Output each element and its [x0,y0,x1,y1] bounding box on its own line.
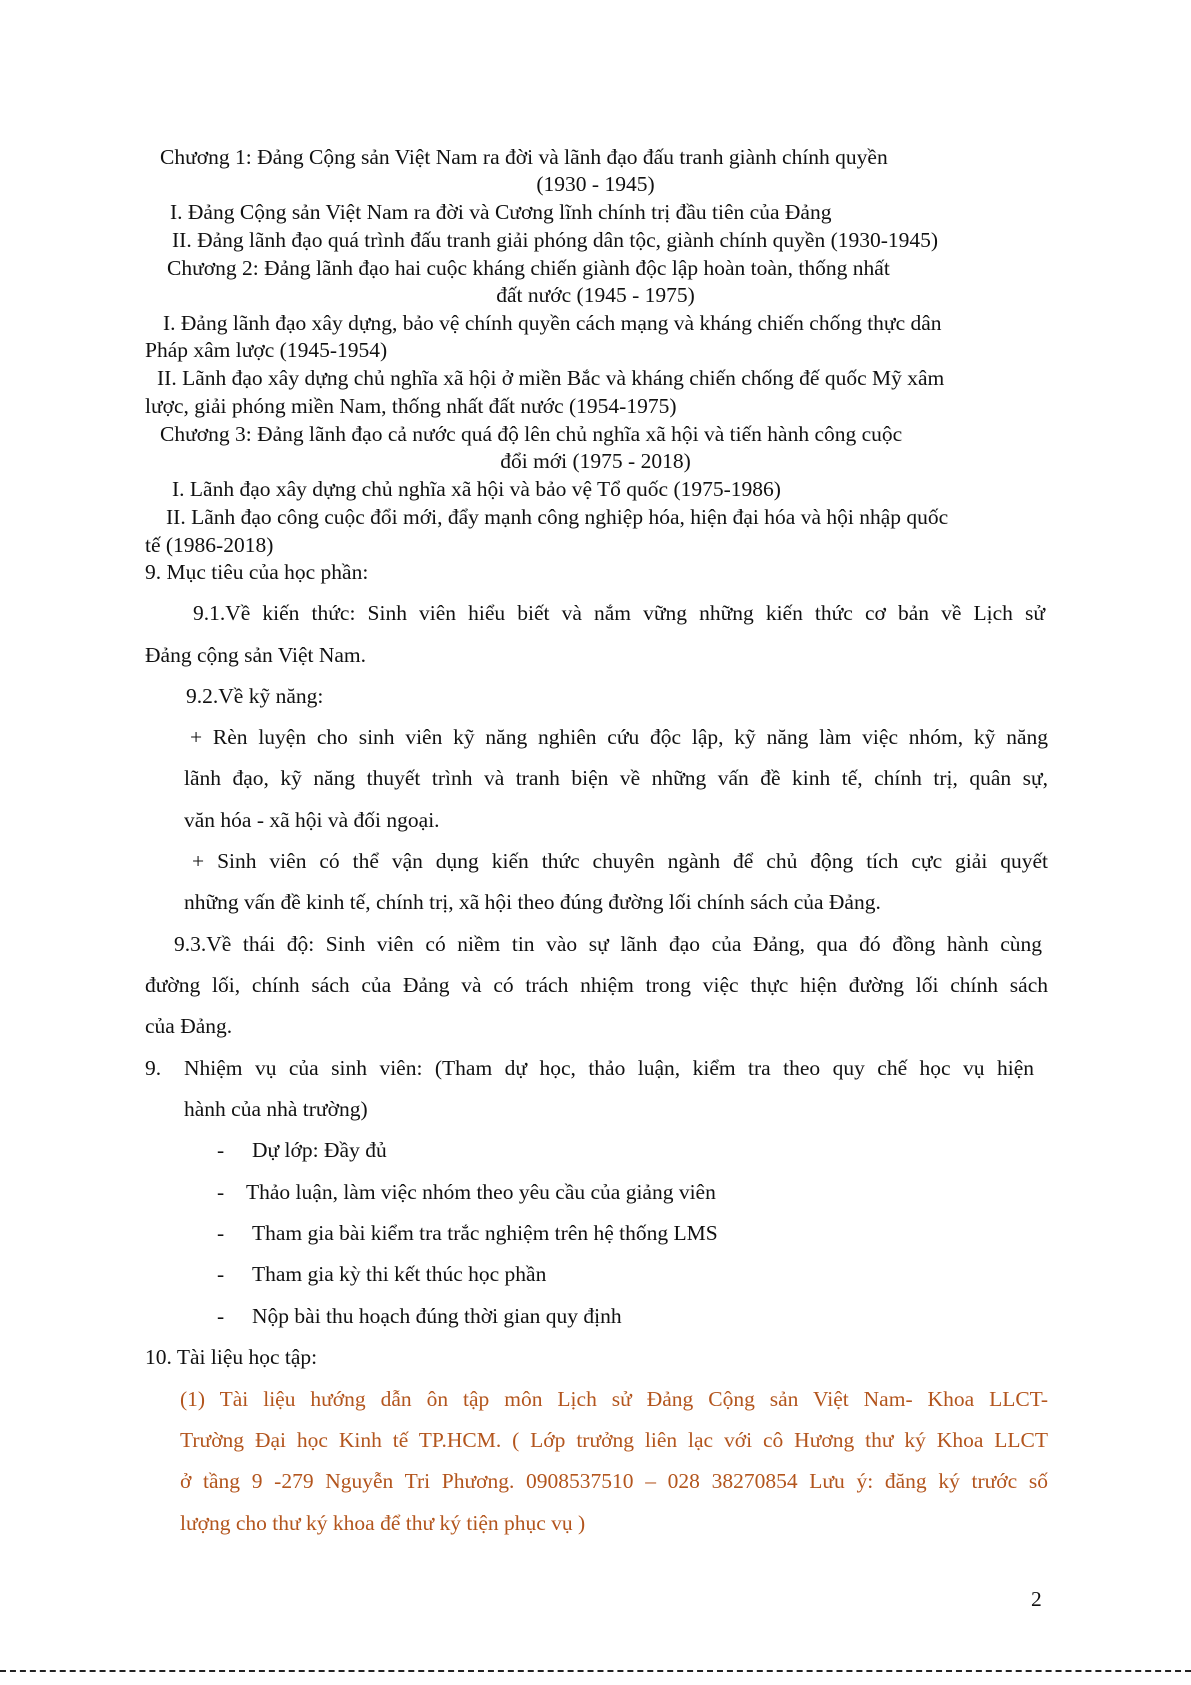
chapter-2-title: Chương 2: Đảng lãnh đạo hai cuộc kháng chiến giành độc lập hoàn toàn, thống nhất [167,256,890,280]
chapter-1-section-1: I. Đảng Cộng sản Việt Nam ra đời và Cương lĩnh chính trị đầu tiên của Đảng [170,200,832,224]
list-bullet: - [217,1262,225,1286]
duties-number: 9. [145,1056,162,1080]
list-item: Nộp bài thu hoạch đúng thời gian quy định [252,1304,622,1328]
chapter-3-section-2-line-1: II. Lãnh đạo công cuộc đổi mới, đẩy mạnh công nghiệp hóa, hiện đại hóa và hội nhập quốc [166,505,949,529]
list-bullet: - [217,1221,225,1245]
skill-1-line-1: + Rèn luyện cho sinh viên kỹ năng nghiên cứu độc lập, kỹ năng làm việc nhóm, kỹ năng [190,725,1048,749]
skill-2-line-1: + Sinh viên có thể vận dụng kiến thức chuyên ngành để chủ động tích cực giải quyết [192,849,1048,873]
list-item: Tham gia kỳ thi kết thúc học phần [252,1262,547,1286]
list-item: Thảo luận, làm việc nhóm theo yêu cầu của giảng viên [246,1180,716,1204]
chapter-1-years: (1930 - 1945) [536,172,655,196]
chapter-1-section-2: II. Đảng lãnh đạo quá trình đấu tranh giải phóng dân tộc, giành chính quyền (1930-1945) [172,228,939,252]
skill-1-line-3: văn hóa - xã hội và đối ngoại. [184,808,440,832]
chapter-2-section-1-line-2: Pháp xâm lược (1945-1954) [145,338,388,362]
attitude-line-2: đường lối, chính sách của Đảng và có trách nhiệm trong việc thực hiện đường lối chính sách [145,973,1048,997]
chapter-2-section-2-line-2: lược, giải phóng miền Nam, thống nhất đất nước (1954-1975) [145,394,677,418]
attitude-line-1: 9.3.Về thái độ: Sinh viên có niềm tin vào sự lãnh đạo của Đảng, qua đó đồng hành cùng [174,932,1042,956]
chapter-2-section-1-line-1: I. Đảng lãnh đạo xây dựng, bảo vệ chính quyền cách mạng và kháng chiến chống thực dân [163,311,942,335]
reference-line-4: lượng cho thư ký khoa để thư ký tiện phục vụ ) [180,1511,586,1535]
chapter-3-title: Chương 3: Đảng lãnh đạo cả nước quá độ lên chủ nghĩa xã hội và tiến hành công cuộc [160,422,903,446]
chapter-2-section-2-line-1: II. Lãnh đạo xây dựng chủ nghĩa xã hội ở miền Bắc và kháng chiến chống đế quốc Mỹ xâm [157,366,945,390]
list-bullet: - [217,1304,225,1328]
skills-heading: 9.2.Về kỹ năng: [186,684,324,708]
attitude-line-3: của Đảng. [145,1014,233,1038]
skill-2-line-2: những vấn đề kinh tế, chính trị, xã hội theo đúng đường lối chính sách của Đảng. [184,890,881,914]
chapter-2-years: đất nước (1945 - 1975) [496,283,695,307]
list-item: Dự lớp: Đầy đủ [252,1138,387,1162]
duties-line-1: Nhiệm vụ của sinh viên: (Tham dự học, thảo luận, kiểm tra theo quy chế học vụ hiện [184,1056,1034,1080]
objectives-heading: 9. Mục tiêu của học phần: [145,560,369,584]
page-number: 2 [1031,1587,1042,1611]
reference-line-3: ở tầng 9 -279 Nguyễn Tri Phương. 0908537510 – 028 38270854 Lưu ý: đăng ký trước số [180,1469,1048,1493]
skill-1-line-2: lãnh đạo, kỹ năng thuyết trình và tranh biện về những vấn đề kinh tế, chính trị, quân sự, [184,766,1048,790]
chapter-1-title: Chương 1: Đảng Cộng sản Việt Nam ra đời và lãnh đạo đấu tranh giành chính quyền [160,145,888,169]
duties-line-2: hành của nhà trường) [184,1097,368,1121]
chapter-3-section-2-line-2: tế (1986-2018) [145,533,274,557]
list-bullet: - [217,1180,225,1204]
list-bullet: - [217,1138,225,1162]
knowledge-line-2: Đảng cộng sản Việt Nam. [145,643,367,667]
list-item: Tham gia bài kiểm tra trắc nghiệm trên hệ thống LMS [252,1221,718,1245]
page-bottom-divider [0,1670,1191,1672]
reference-line-1: (1) Tài liệu hướng dẫn ôn tập môn Lịch sử Đảng Cộng sản Việt Nam- Khoa LLCT- [180,1387,1048,1411]
knowledge-line-1: 9.1.Về kiến thức: Sinh viên hiểu biết và nắm vững những kiến thức cơ bản về Lịch sử [193,601,1045,625]
materials-heading: 10. Tài liệu học tập: [145,1345,318,1369]
chapter-3-years: đổi mới (1975 - 2018) [500,449,691,473]
chapter-3-section-1: I. Lãnh đạo xây dựng chủ nghĩa xã hội và bảo vệ Tổ quốc (1975-1986) [172,477,781,501]
reference-line-2: Trường Đại học Kinh tế TP.HCM. ( Lớp trưởng liên lạc với cô Hương thư ký Khoa LLCT [180,1428,1048,1452]
